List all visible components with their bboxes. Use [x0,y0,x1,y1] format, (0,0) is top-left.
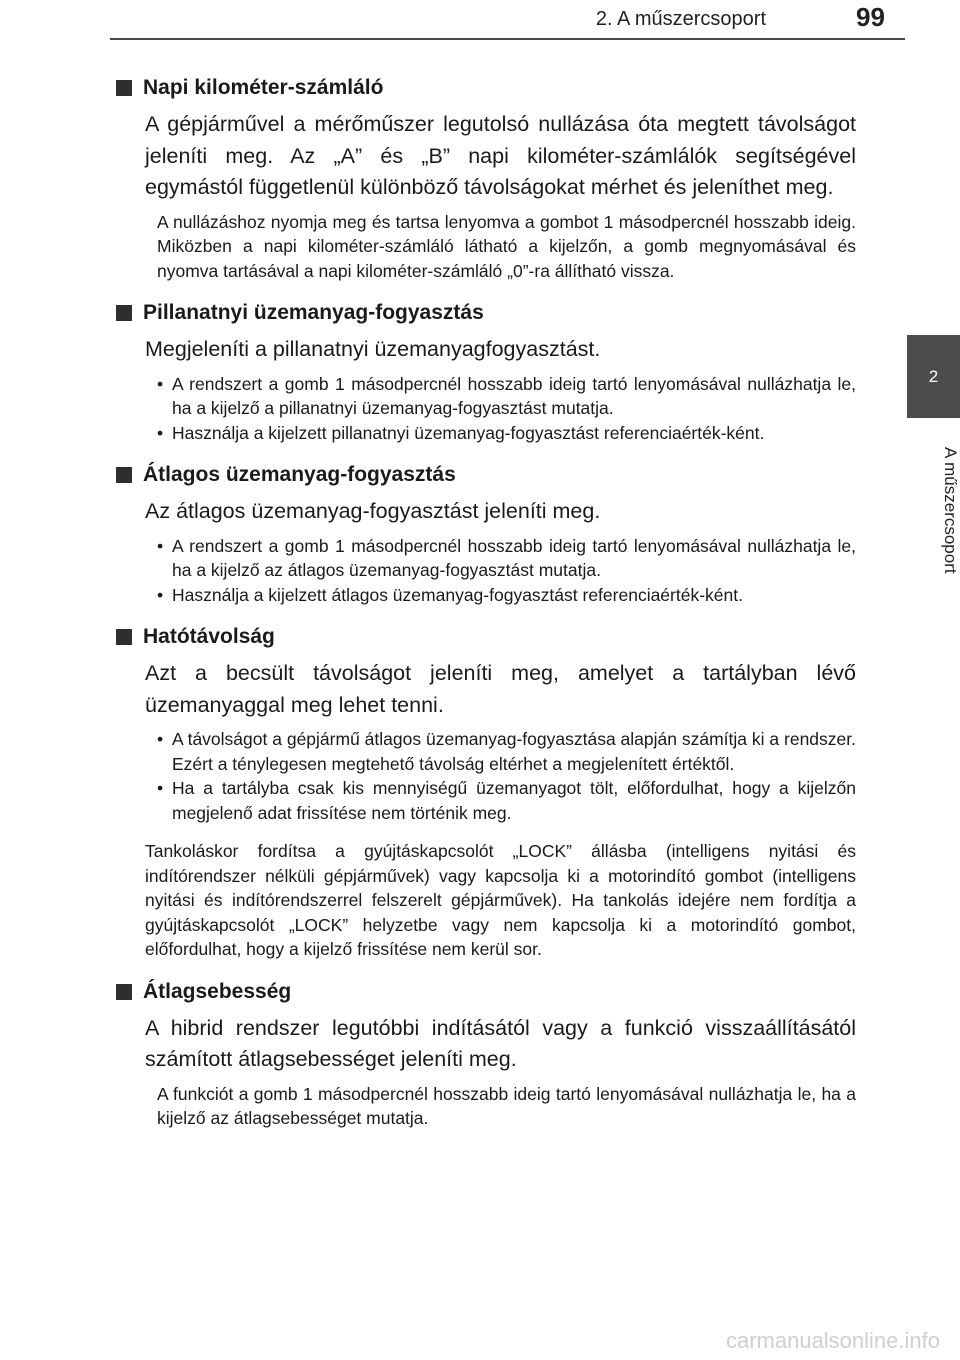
list-item: • Ha a tartályba csak kis mennyiségű üzemanyagot tölt, előfordulhat, hogy a kijelzőn megjelenő adat frissítése nem történik meg. [157,776,856,825]
section-title: Napi kilométer-számláló [143,76,384,99]
section-title: Pillanatnyi üzemanyag-fogyasztás [143,301,484,324]
square-bullet-icon [116,467,132,483]
section-title: Átlagsebesség [143,979,292,1003]
square-bullet-icon [116,984,132,1000]
section-lead: A hibrid rendszer legutóbbi indításától vagy a funkció visszaállításától számított átlagsebességet jeleníti meg. [145,1015,856,1071]
square-bullet-icon [116,80,132,96]
bullet-list [157,534,856,608]
section-heading [116,625,856,649]
header-divider [110,38,905,40]
chapter-side-label: A műszercsoport [941,446,960,574]
section-lead: Azt a becsült távolságot jeleníti meg, amelyet a tartályban lévő üzemanyaggal meg lehet tenni. [145,661,856,717]
list-item: • Használja a kijelzett átlagos üzemanyag-fogyasztást referenciaérték-ként. [157,583,856,608]
chapter-title: 2. A műszercsoport [595,8,766,30]
section-lead: A gépjárművel a mérőműszer legutolsó nullázása óta megtett távolságot jeleníti meg. Az „A” és „B” napi kilométer-számlálók segítségével egymástól függetlenül különböző távolságokat mérhet és jeleníthet meg. [145,112,856,199]
section-heading [116,76,856,100]
list-item: • A távolságot a gépjármű átlagos üzemanyag-fogyasztása alapján számítja ki a rendszer. Ezért a ténylegesen megtehető távolság eltérhet a megjelenített értéktől. [157,727,856,776]
page-content [116,76,856,1149]
list-item: • A rendszert a gomb 1 másodpercnél hosszabb ideig tartó lenyomásával nullázhatja le, ha a kijelző a pillanatnyi üzemanyag-fogyasztást mutatja. [157,372,856,421]
page-number: 99 [856,2,885,32]
section-note: Tankoláskor fordítsa a gyújtáskapcsolót „LOCK” állásba (intelligens nyitási és indítórendszer nélküli gépjárművek) vagy kapcsolja ki a motorindító gombot (intelligens nyitási és indítórendszerrel felszerelt gépjárművek). Ha tankolás idejére nem fordítja a gyújtáskapcsolót „LOCK” helyzetbe vagy nem kapcsolja ki a motorindító gombot, előfordulhat, hogy a kijelző frissítése nem kerül sor. [145,841,856,959]
section-title: Átlagos üzemanyag-fogyasztás [143,463,456,486]
section-heading [116,301,856,325]
section-note: A nullázáshoz nyomja meg és tartsa lenyomva a gombot 1 másodpercnél hosszabb ideig. Miközben a napi kilométer-számláló látható a kijelzőn, a gomb megnyomásával és nyomva tartásával a napi kilométer-számláló „0”-ra állítható vissza. [157,211,856,281]
list-item: • A rendszert a gomb 1 másodpercnél hosszabb ideig tartó lenyomásával nullázhatja le, ha a kijelző az átlagos üzemanyag-fogyasztást mutatja. [157,534,856,583]
bullet-list [157,372,856,446]
bullet-list [157,727,856,825]
section-heading [116,980,856,1004]
page-header [0,0,960,60]
section-note: A funkciót a gomb 1 másodpercnél hosszabb ideig tartó lenyomásával nullázhatja le, ha a kijelző az átlagsebességet mutatja. [157,1083,856,1128]
section-heading [116,463,856,487]
section-lead: Megjeleníti a pillanatnyi üzemanyagfogyasztást. [145,337,601,361]
chapter-tab: 2 [907,335,960,418]
square-bullet-icon [116,305,132,321]
section-lead: Az átlagos üzemanyag-fogyasztást jeleníti meg. [145,499,601,523]
section-title: Hatótávolság [143,625,275,648]
list-item: • Használja a kijelzett pillanatnyi üzemanyag-fogyasztást referenciaérték-ként. [157,421,856,446]
watermark: carmanualsonline.info [725,1328,940,1353]
square-bullet-icon [116,629,132,645]
